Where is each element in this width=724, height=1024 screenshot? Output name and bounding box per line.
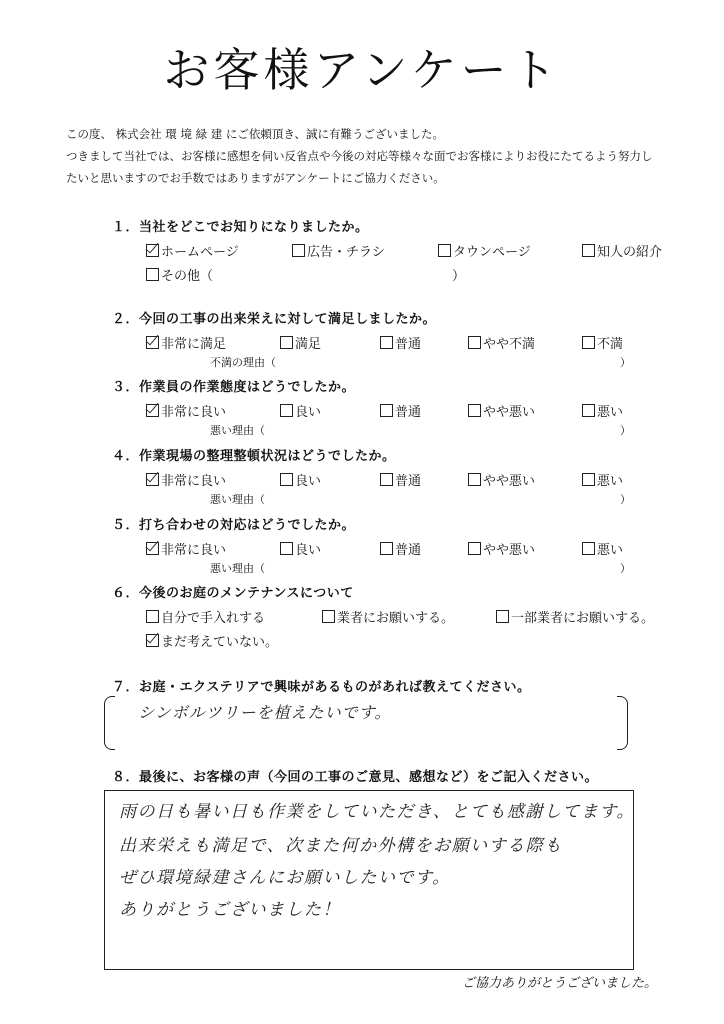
question-title: ３．作業員の作業態度はどうでしたか。 — [112, 380, 356, 395]
checkbox-icon[interactable] — [496, 610, 509, 623]
checkbox-icon[interactable] — [582, 473, 595, 486]
checkbox-icon[interactable] — [438, 244, 451, 257]
comment-line: 出来栄えも満足で、次また何か外構をお願いする際も — [119, 836, 563, 856]
option-partial-contractor[interactable]: 一部業者にお願いする。 — [496, 607, 654, 626]
question-8 — [112, 766, 672, 785]
question-5 — [112, 514, 672, 575]
option-bad[interactable]: 悪い — [582, 470, 623, 489]
checkbox-icon[interactable] — [380, 542, 393, 555]
question-2 — [112, 308, 672, 369]
option-contractor[interactable]: 業者にお願いする。 — [322, 607, 454, 626]
comment-line: 雨の日も暑い日も作業をしていただき、とても感謝してます。 — [119, 802, 635, 822]
checkbox-icon[interactable] — [468, 336, 481, 349]
question-1 — [112, 216, 672, 287]
checkbox-icon[interactable] — [380, 473, 393, 486]
option-normal[interactable]: 普通 — [380, 470, 421, 489]
checkbox-checked-icon[interactable] — [146, 634, 159, 647]
checkbox-icon[interactable] — [582, 336, 595, 349]
option-dissatisfied[interactable]: 不満 — [582, 333, 623, 352]
option-flyer[interactable]: 広告・チラシ — [292, 241, 385, 260]
checkbox-icon[interactable] — [582, 542, 595, 555]
left-bracket — [104, 696, 115, 750]
checkbox-icon[interactable] — [468, 542, 481, 555]
option-normal[interactable]: 普通 — [380, 333, 421, 352]
checkbox-icon[interactable] — [280, 542, 293, 555]
question-title: ５．打ち合わせの対応はどうでしたか。 — [112, 518, 356, 533]
question-6 — [112, 582, 672, 653]
checkbox-icon[interactable] — [380, 336, 393, 349]
checkbox-icon[interactable] — [582, 404, 595, 417]
page-title: お客様アンケート — [163, 43, 561, 97]
option-good[interactable]: 良い — [280, 539, 321, 558]
closing-message: ご協力ありがとうございました。 — [462, 976, 658, 991]
option-somewhat-bad[interactable]: やや悪い — [468, 401, 535, 420]
interest-answer-field[interactable] — [104, 696, 628, 748]
option-bad[interactable]: 悪い — [582, 539, 623, 558]
option-other[interactable]: その他（ — [146, 265, 213, 284]
checkbox-icon[interactable] — [468, 404, 481, 417]
checkbox-icon[interactable] — [468, 473, 481, 486]
reason-field[interactable]: 悪い理由（ ） — [210, 493, 631, 506]
checkbox-icon[interactable] — [146, 268, 159, 281]
checkbox-checked-icon[interactable] — [146, 336, 159, 349]
question-4 — [112, 445, 672, 506]
checkbox-checked-icon[interactable] — [146, 404, 159, 417]
question-title: ２．今回の工事の出来栄えに対して満足しましたか。 — [112, 312, 437, 327]
checkbox-icon[interactable] — [582, 244, 595, 257]
question-3 — [112, 376, 672, 437]
reason-field[interactable]: 悪い理由（ ） — [210, 424, 631, 437]
question-title: ８．最後に、お客様の声（今回の工事のご意見、感想など）をご記入ください。 — [112, 770, 599, 785]
reason-field[interactable]: 悪い理由（ ） — [210, 562, 631, 575]
checkbox-checked-icon[interactable] — [146, 542, 159, 555]
checkbox-checked-icon[interactable] — [146, 244, 159, 257]
question-title: ６．今後のお庭のメンテナンスについて — [112, 586, 354, 601]
option-somewhat-bad[interactable]: やや悪い — [468, 539, 535, 558]
checkbox-icon[interactable] — [146, 610, 159, 623]
reason-field[interactable]: 不満の理由（ ） — [210, 356, 631, 369]
comment-line: ありがとうございました！ — [119, 900, 341, 920]
intro-line: たいと思いますのでお手数ではありますがアンケートにご協力ください。 — [66, 171, 445, 185]
intro-text — [66, 123, 686, 189]
option-homepage[interactable]: ホームページ — [146, 241, 239, 260]
option-self-maintain[interactable]: 自分で手入れする — [146, 607, 265, 626]
option-somewhat-bad[interactable]: やや悪い — [468, 470, 535, 489]
option-undecided[interactable]: まだ考えていない。 — [146, 631, 278, 650]
option-very-good[interactable]: 非常に良い — [146, 539, 226, 558]
option-satisfied[interactable]: 満足 — [280, 333, 321, 352]
question-title: ４．作業現場の整理整頓状況はどうでしたか。 — [112, 449, 396, 464]
question-title: ７．お庭・エクステリアで興味があるものがあれば教えてください。 — [112, 680, 531, 695]
right-bracket — [617, 696, 628, 750]
checkbox-icon[interactable] — [280, 473, 293, 486]
option-referral[interactable]: 知人の紹介 — [582, 241, 662, 260]
option-bad[interactable]: 悪い — [582, 401, 623, 420]
checkbox-icon[interactable] — [280, 336, 293, 349]
option-other-close: ） — [452, 269, 466, 284]
option-good[interactable]: 良い — [280, 470, 321, 489]
checkbox-icon[interactable] — [292, 244, 305, 257]
intro-line: この度、 株式会社 環 境 緑 建 にご依頼頂き、誠に有難うございました。 — [66, 127, 444, 141]
option-somewhat-dissatisfied[interactable]: やや不満 — [468, 333, 535, 352]
option-good[interactable]: 良い — [280, 401, 321, 420]
option-very-satisfied[interactable]: 非常に満足 — [146, 333, 226, 352]
checkbox-icon[interactable] — [380, 404, 393, 417]
checkbox-icon[interactable] — [280, 404, 293, 417]
question-7 — [112, 676, 672, 695]
interest-answer-text: シンボルツリーを植えたいです。 — [138, 703, 392, 722]
intro-line: つきまして当社では、お客様に感想を伺い反省点や今後の対応等様々な面でお客様によりお役にたてるよう努力し — [66, 149, 653, 163]
comment-field[interactable] — [104, 790, 634, 970]
checkbox-icon[interactable] — [322, 610, 335, 623]
checkbox-checked-icon[interactable] — [146, 473, 159, 486]
question-title: １．当社をどこでお知りになりましたか。 — [112, 220, 369, 235]
option-very-good[interactable]: 非常に良い — [146, 470, 226, 489]
comment-line: ぜひ環境緑建さんにお願いしたいです。 — [119, 868, 451, 888]
option-very-good[interactable]: 非常に良い — [146, 401, 226, 420]
option-normal[interactable]: 普通 — [380, 539, 421, 558]
option-normal[interactable]: 普通 — [380, 401, 421, 420]
option-townpage[interactable]: タウンページ — [438, 241, 531, 260]
